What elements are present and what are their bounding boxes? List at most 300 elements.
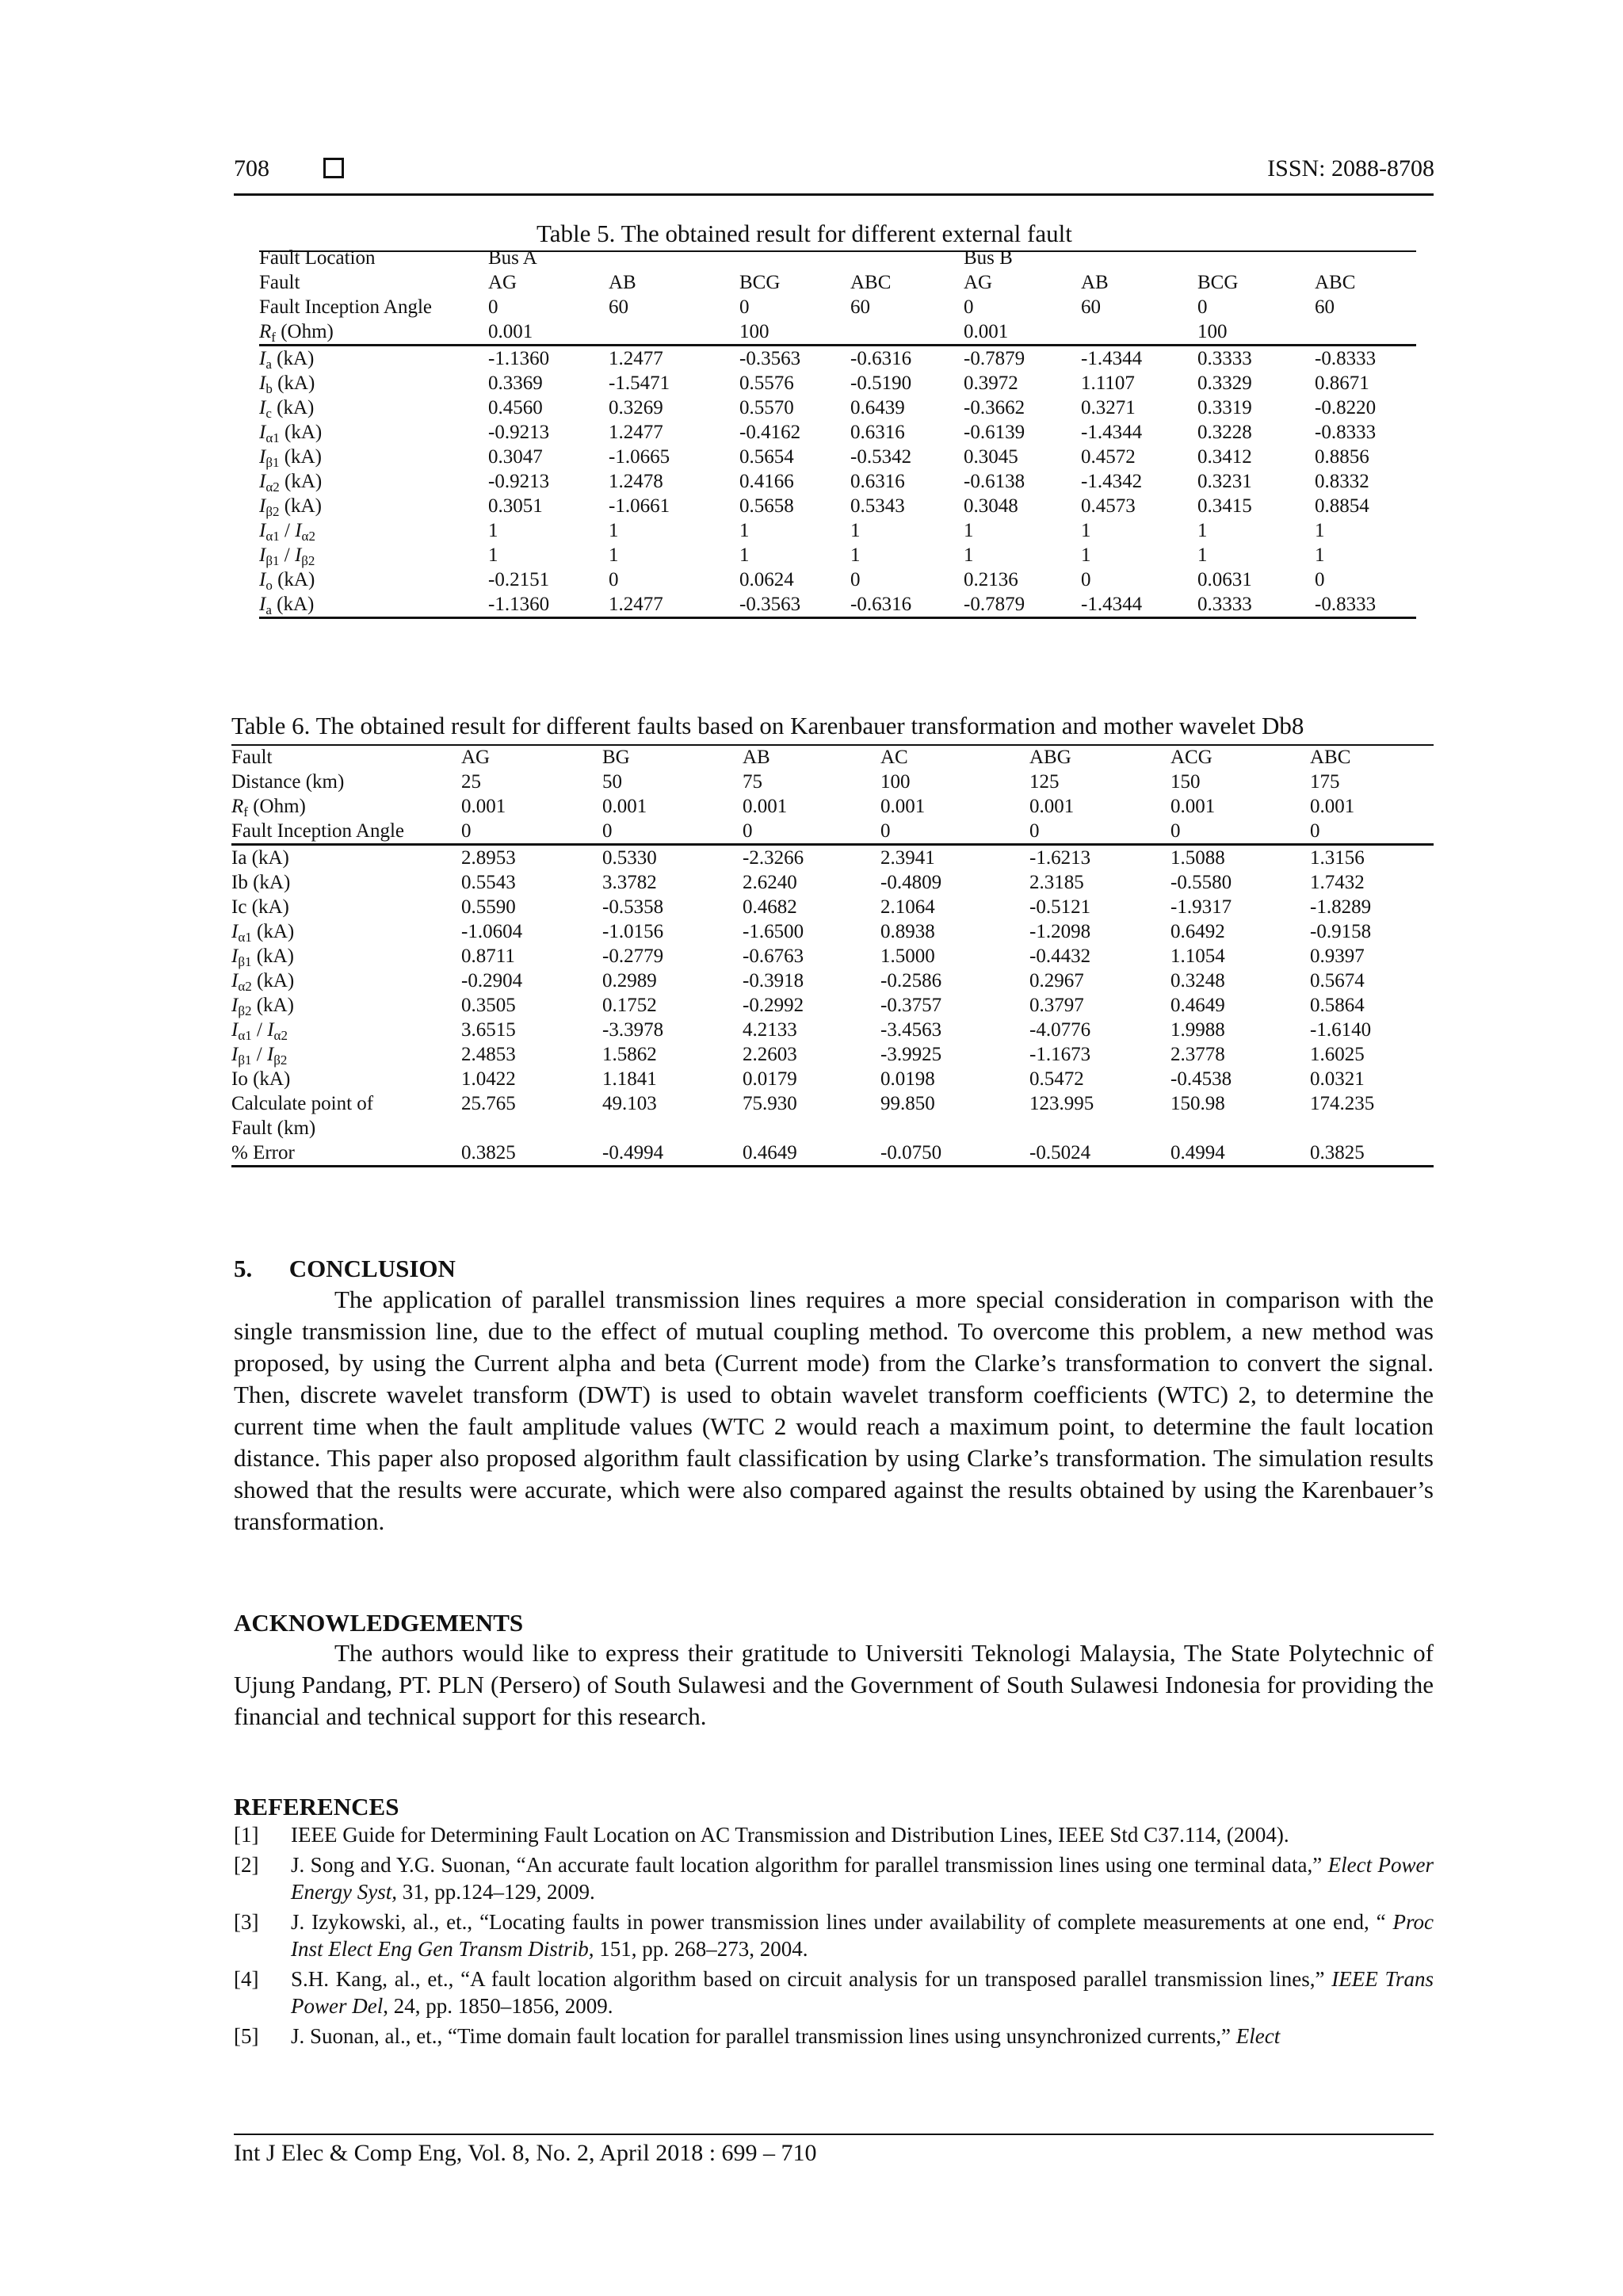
table-cell: 0.001 [1029,796,1075,817]
table-cell: -1.6213 [1029,845,1170,871]
table-cell: 0.0631 [1197,569,1252,590]
table-cell: 0.4572 [1081,446,1136,468]
table-cell: 1 [1197,520,1208,541]
table-cell: -0.6139 [964,422,1025,443]
table-cell: -0.2992 [743,995,804,1016]
table-cell: 0.5654 [739,446,794,468]
reference-item [234,1851,1434,1905]
table-cell: -0.3563 [739,346,850,372]
reference-item [234,1966,1434,2019]
table-cell: 0 [743,820,753,842]
table-cell: -0.3757 [880,995,942,1016]
row-header-cell: $R_f$ (Ohm) [231,796,306,819]
table-cell: 0.1752 [602,995,657,1016]
row-header-cell: Fault [231,747,273,768]
table-cell [850,246,964,270]
table-cell: -1.4344 [1081,594,1143,615]
table-cell: 0.001 [964,321,1009,342]
row-header-cell: $I_{\alpha 1} / I_{\alpha 2}$ [259,520,315,544]
table-cell: 0.001 [461,796,506,817]
table-cell: -0.5358 [602,896,664,918]
table-cell: 0.3415 [1197,495,1252,517]
table-cell: -1.5471 [609,372,670,394]
table-cell: 2.3185 [1029,872,1084,893]
table-cell: AB [609,272,636,293]
table-cell: 99.850 [880,1093,935,1114]
table-cell: 2.3778 [1170,1044,1225,1065]
table-cell: -0.4432 [1029,946,1091,967]
issn-label: ISSN: 2088-8708 [1267,155,1434,181]
table-cell: ABC [1310,747,1351,768]
table-cell [743,1116,880,1140]
table-cell: 3.3782 [602,872,657,893]
table-cell [1315,319,1416,346]
table-cell: -4.0776 [1029,1019,1091,1041]
table-cell: 25.765 [461,1093,516,1114]
table-cell [1081,319,1197,346]
table-cell: 0.3269 [609,397,663,418]
table-row [231,993,1434,1018]
reference-list [234,1821,1434,2053]
table-cell [739,246,850,270]
table-cell: 2.3941 [880,845,1029,871]
table-cell: -0.2904 [461,970,523,991]
table-cell: 0.001 [1170,796,1216,817]
table-cell: 1.5000 [880,946,935,967]
square-icon [323,158,344,178]
table5-caption: Table 5. The obtained result for different external fault [537,220,1072,247]
table-cell: 1 [850,544,861,566]
table-cell [461,1116,602,1140]
table-cell [1315,246,1416,270]
row-header-cell: Io (kA) [231,1068,291,1090]
table-cell: 1.2478 [609,471,663,492]
table-cell: -1.4344 [1081,422,1143,443]
table-cell: 174.235 [1310,1093,1375,1114]
table-cell [880,1116,1029,1140]
table-cell: -0.4809 [880,872,942,893]
table-cell: ABG [1029,747,1071,768]
table-row [259,295,1416,319]
row-header-cell: Distance (km) [231,771,345,793]
table-cell [609,246,739,270]
table-cell: -0.3662 [964,397,1025,418]
table-cell: 125 [1029,771,1060,793]
row-header-cell: Fault (km) [231,1117,316,1139]
table-cell: -0.6316 [850,346,964,372]
table-cell: -0.9158 [1310,921,1372,942]
table-cell [1310,1116,1434,1140]
table-cell: -0.4538 [1170,1068,1232,1090]
table-row [259,592,1416,618]
table-cell: -0.4162 [739,422,801,443]
row-header-cell: $I_o$ (kA) [259,569,315,593]
table-cell: ACG [1170,747,1212,768]
table-cell: -3.4563 [880,1019,942,1041]
table-cell: 75.930 [743,1093,797,1114]
table-cell: 0.001 [880,796,926,817]
table-cell: 0.001 [488,321,533,342]
row-header-cell: $I_{\beta 1} / I_{\beta 2}$ [259,544,315,568]
table-row [259,567,1416,592]
table-cell: 0.3369 [488,372,543,394]
row-header-cell: $I_{\alpha 1} / I_{\alpha 2}$ [231,1019,288,1043]
table-cell: -1.0156 [602,921,664,942]
row-header-cell: $I_b$ (kA) [259,372,315,396]
table-cell: -1.4344 [1081,346,1197,372]
table-cell: 1.1841 [602,1068,657,1090]
table-cell: 0 [964,296,974,318]
table-cell: 0.3505 [461,995,516,1016]
table-cell [1197,246,1315,270]
table-cell: -1.1673 [1029,1044,1091,1065]
table-cell: 0.2989 [602,970,657,991]
table-cell: 123.995 [1029,1093,1094,1114]
table-cell: 2.1064 [880,896,935,918]
table-cell: 60 [1081,296,1101,318]
table-cell: 1 [1315,544,1325,566]
table-cell: 25 [461,771,481,793]
table-cell: 0 [1081,569,1091,590]
table-cell: -0.8333 [1315,594,1377,615]
table-cell: 0.2967 [1029,970,1084,991]
table-cell: 0.5472 [1029,1068,1084,1090]
reference-item [234,1908,1434,1962]
table-cell: -1.9317 [1170,896,1232,918]
row-header-cell: Fault [259,272,300,293]
table-cell: 0.0321 [1310,1068,1365,1090]
table-cell: 0.3333 [1197,594,1252,615]
conclusion-heading: 5. CONCLUSION [234,1255,456,1282]
table-cell: 0.8711 [461,946,515,967]
table-cell: 0 [1310,820,1320,842]
table-cell: -1.1360 [488,594,550,615]
table-cell: 0.8671 [1315,372,1369,394]
table-row [259,270,1416,295]
table-row [231,1067,1434,1091]
table-cell: 1 [1315,520,1325,541]
table-cell: -0.9213 [488,422,550,443]
table-cell: 1.1054 [1170,946,1225,967]
table-cell: -1.8289 [1310,896,1372,918]
table-cell [609,319,739,346]
table-row [259,543,1416,567]
reference-number: [2] [234,1853,259,1877]
row-header-cell: Ic (kA) [231,896,289,918]
table-cell: 0.8938 [880,921,935,942]
table-cell: 50 [602,771,622,793]
table-cell: -1.6140 [1310,1019,1372,1041]
table-row [231,944,1434,968]
table-cell: 0 [461,820,472,842]
table-cell: 1.3156 [1310,845,1434,871]
table-cell: 175 [1310,771,1340,793]
table-cell: -1.0604 [461,921,523,942]
table-row [259,346,1416,372]
table-cell: 100 [739,321,769,342]
row-header-cell: $I_{\alpha 1}$ (kA) [259,422,323,445]
reference-item [234,2023,1434,2050]
row-header-cell: Ib (kA) [231,872,291,893]
table-cell: -0.2151 [488,569,550,590]
table-cell: 0.3797 [1029,995,1084,1016]
table-cell: 0 [850,569,861,590]
table-cell: 0.3248 [1170,970,1225,991]
table-cell: 0.4649 [1170,995,1225,1016]
table-cell: Bus A [488,247,537,269]
row-header-cell: Fault Location [259,247,376,269]
table-row [231,794,1434,819]
table-cell: AG [964,272,993,293]
table6-caption: Table 6. The obtained result for different faults based on Karenbauer transformation and mother wavelet Db8 [231,712,1304,739]
table-cell: 0 [1197,296,1208,318]
table-cell: 0.001 [1310,796,1355,817]
table-cell: -0.6316 [850,594,912,615]
row-header-cell: $I_{\alpha 1}$ (kA) [231,921,295,945]
table-cell: 0.6492 [1170,921,1225,942]
table-cell: 0.6316 [850,471,905,492]
table-cell: -1.6500 [743,921,804,942]
table-row [231,1140,1434,1167]
reference-text: S.H. Kang, al., et., “A fault location algorithm based on circuit analysis for un transposed parallel transmission lines,” IEEE Trans Power Del, 24, pp. 1850–1856, 2009. [291,1967,1434,2018]
row-header-cell: $I_c$ (kA) [259,397,315,421]
header-rule [234,193,1434,196]
table-cell: 1.2477 [609,346,739,372]
table-cell: -0.5580 [1170,872,1232,893]
table-cell: -0.6763 [743,946,804,967]
table-cell: 0.3047 [488,446,543,468]
table-cell: -0.0750 [880,1142,942,1163]
row-header-cell: Fault Inception Angle [231,820,405,842]
table-cell: -0.5342 [850,446,912,468]
table-cell: 2.8953 [461,845,602,871]
table-cell: 100 [1197,321,1228,342]
table-cell: ABC [1315,272,1356,293]
acknowledgements-text: The authors would like to express their gratitude to Universiti Teknologi Malaysia, The State Polytechnic of Ujung Pandang, PT. PLN (Persero) of South Sulawesi and the Government of South Sulawesi Indonesia for providing the financial and technical support for this research. [234,1639,1434,1730]
row-header-cell: $I_{\beta 2}$ (kA) [259,495,322,519]
table-cell: 1 [1197,544,1208,566]
row-header-cell: $I_a$ (kA) [259,346,488,372]
table-cell: -0.7879 [964,594,1025,615]
table-row [231,770,1434,794]
table-cell: -0.2586 [880,970,942,991]
reference-text: IEEE Guide for Determining Fault Location on AC Transmission and Distribution Lines, IEEE Std C37.114, (2004). [291,1823,1289,1847]
table-row [231,919,1434,944]
table-cell: 1 [609,544,619,566]
table-cell: -0.8333 [1315,346,1416,372]
table-cell: 1 [739,544,750,566]
row-header-cell: $I_{\beta 1}$ (kA) [259,446,322,470]
table-cell: 1 [1081,544,1091,566]
table-cell: 0.4682 [743,896,797,918]
table-cell: 0.9397 [1310,946,1365,967]
table-row [259,445,1416,469]
table-cell: 0.5674 [1310,970,1365,991]
table-cell: -0.3918 [743,970,804,991]
table-cell: -0.5024 [1029,1142,1091,1163]
table-cell: -1.4342 [1081,471,1143,492]
page-number: 708 [234,155,269,181]
table-cell: -1.1360 [488,346,609,372]
reference-number: [5] [234,2024,259,2048]
table-cell: BCG [1197,272,1239,293]
table-cell: 0.5330 [602,845,743,871]
table-cell: 1 [964,520,974,541]
table-cell: AB [743,747,770,768]
table-row [259,371,1416,395]
table-cell: -0.8333 [1315,422,1377,443]
table-cell: 0.001 [602,796,647,817]
table-cell: -0.2779 [602,946,664,967]
row-header-cell: $R_f$ (Ohm) [259,321,334,345]
table5 [259,246,1416,619]
reference-text: J. Izykowski, al., et., “Locating faults in power transmission lines under availability of complete measurements at one end, “ Proc Inst Elect Eng Gen Transm Distrib, 151, pp. 268–273, 2004. [291,1910,1434,1961]
row-header-cell: Ia (kA) [231,845,461,871]
table-cell [1081,246,1197,270]
acknowledgements-heading: ACKNOWLEDGEMENTS [234,1609,524,1637]
table-cell: 1.6025 [1310,1044,1365,1065]
table-cell: 2.2603 [743,1044,797,1065]
table-row [231,870,1434,895]
footer-rule [234,2134,1434,2135]
table-row [231,745,1434,770]
reference-text: J. Suonan, al., et., “Time domain fault location for parallel transmission lines using unsynchronized currents,” Elect [291,2024,1281,2048]
table-cell: 0.4560 [488,397,543,418]
table-row [231,1018,1434,1042]
table-cell: 0 [880,820,891,842]
table-cell [1029,1116,1170,1140]
table-cell: 60 [850,296,870,318]
table-row [259,469,1416,494]
table-cell: -0.5121 [1029,896,1091,918]
table-cell: AG [461,747,491,768]
table-row [231,845,1434,871]
table-cell: 1.7432 [1310,872,1365,893]
table-row [259,420,1416,445]
table-cell: 60 [1315,296,1335,318]
table-cell: 0.5570 [739,397,794,418]
table-cell: 150.98 [1170,1093,1225,1114]
table-cell: -0.6138 [964,471,1025,492]
row-header-cell: $I_{\beta 1}$ (kA) [231,946,294,969]
table-cell: 0.4573 [1081,495,1136,517]
table-cell: 0.3329 [1197,372,1252,394]
table-row [231,1091,1434,1116]
table-cell: Bus B [964,247,1013,269]
table-cell: 0.5658 [739,495,794,517]
table-cell: 0.2136 [964,569,1018,590]
table-cell: BCG [739,272,781,293]
table-row [231,1042,1434,1067]
table-cell: 1.9988 [1170,1019,1225,1041]
reference-item [234,1821,1434,1848]
table-row [259,494,1416,518]
table-row [259,319,1416,346]
footer-citation: Int J Elec & Comp Eng, Vol. 8, No. 2, April 2018 : 699 – 710 [234,2140,817,2166]
table-cell: 0.6439 [850,397,905,418]
table-cell: 0.4994 [1170,1142,1225,1163]
table-cell: 60 [609,296,628,318]
row-header-cell: $I_{\alpha 2}$ (kA) [231,970,295,994]
table-cell: -0.8220 [1315,397,1377,418]
table-cell: 0.3051 [488,495,543,517]
table-row [259,395,1416,420]
table-cell: 0.3972 [964,372,1018,394]
table-cell: 49.103 [602,1093,657,1114]
table-cell: 0.0624 [739,569,794,590]
table-cell: AC [880,747,908,768]
table-cell: 0.5864 [1310,995,1365,1016]
table-row [231,1116,1434,1140]
table-cell: AG [488,272,517,293]
table-cell: 0.3048 [964,495,1018,517]
table-cell: -0.9213 [488,471,550,492]
table-cell: 1.5862 [602,1044,657,1065]
table-cell: -0.5190 [850,372,912,394]
table-cell: 0 [739,296,750,318]
table-cell: 0.5576 [739,372,794,394]
table-cell: 1.2477 [609,422,663,443]
table-cell: 2.4853 [461,1044,516,1065]
table-cell: -0.3563 [739,594,801,615]
table-cell: -1.0665 [609,446,670,468]
table-cell: 1.5088 [1170,845,1310,871]
table-cell: 0.3228 [1197,422,1252,443]
table-cell: 2.6240 [743,872,797,893]
table-cell: -2.3266 [743,845,880,871]
table-cell: 0.3412 [1197,446,1252,468]
table-cell: 0 [1170,820,1181,842]
table-cell: 1 [739,520,750,541]
table-cell: 0.3271 [1081,397,1136,418]
table-cell: 0.8854 [1315,495,1369,517]
table-cell: 0.6316 [850,422,905,443]
table-cell: 0.3045 [964,446,1018,468]
table-cell: 0.4649 [743,1142,797,1163]
table-cell [602,1116,743,1140]
row-header-cell: $I_{\beta 2}$ (kA) [231,995,294,1018]
table-cell: 1.2477 [609,594,663,615]
table-cell: 0.001 [743,796,788,817]
reference-text: J. Song and Y.G. Suonan, “An accurate fault location algorithm for parallel transmission lines using one terminal data,” Elect Power Energy Syst, 31, pp.124–129, 2009. [291,1853,1434,1904]
table-cell: 1.0422 [461,1068,516,1090]
table-cell: 0.5543 [461,872,516,893]
row-header-cell: Calculate point of [231,1093,374,1114]
table-cell: BG [602,747,630,768]
table-cell: 0.4166 [739,471,794,492]
table-cell: 0.3231 [1197,471,1252,492]
table-cell: 100 [880,771,911,793]
table6 [231,745,1434,1167]
table-cell: 1 [964,544,974,566]
table-cell: 0.3333 [1197,346,1315,372]
table-cell: 0.3825 [461,1142,516,1163]
table-row [259,246,1416,270]
table-cell: 75 [743,771,762,793]
table-cell: 0 [488,296,498,318]
conclusion-text: The application of parallel transmission lines requires a more special consideration in comparison with the single transmission line, due to the effect of mutual coupling method. To overcome this problem, a new method was proposed, by using the Current alpha and beta (Current mode) from the Clarke’s transformation to convert the signal. Then, discrete wavelet transform (DWT) is used to obtain wavelet transform coefficients (WTC) 2, to determine the current time when the fault amplitude values (WTC 2 would reach a maximum point, to determine the fault location distance. This paper also proposed algorithm fault classification by using Clarke’s transformation. The simulation results showed that the results were accurate, which were also compared against the results obtained by using the Karenbauer’s transformation. [234,1286,1434,1535]
table-cell: 0.8856 [1315,446,1369,468]
table-cell: -3.9925 [880,1044,942,1065]
table-cell: 0.5343 [850,495,905,517]
table-cell: 1 [488,544,498,566]
table-cell: 1.1107 [1081,372,1135,394]
table-cell: ABC [850,272,892,293]
table-cell: 0 [1029,820,1040,842]
table-cell [1170,1116,1310,1140]
table-cell: -0.4994 [602,1142,664,1163]
table-row [231,819,1434,845]
